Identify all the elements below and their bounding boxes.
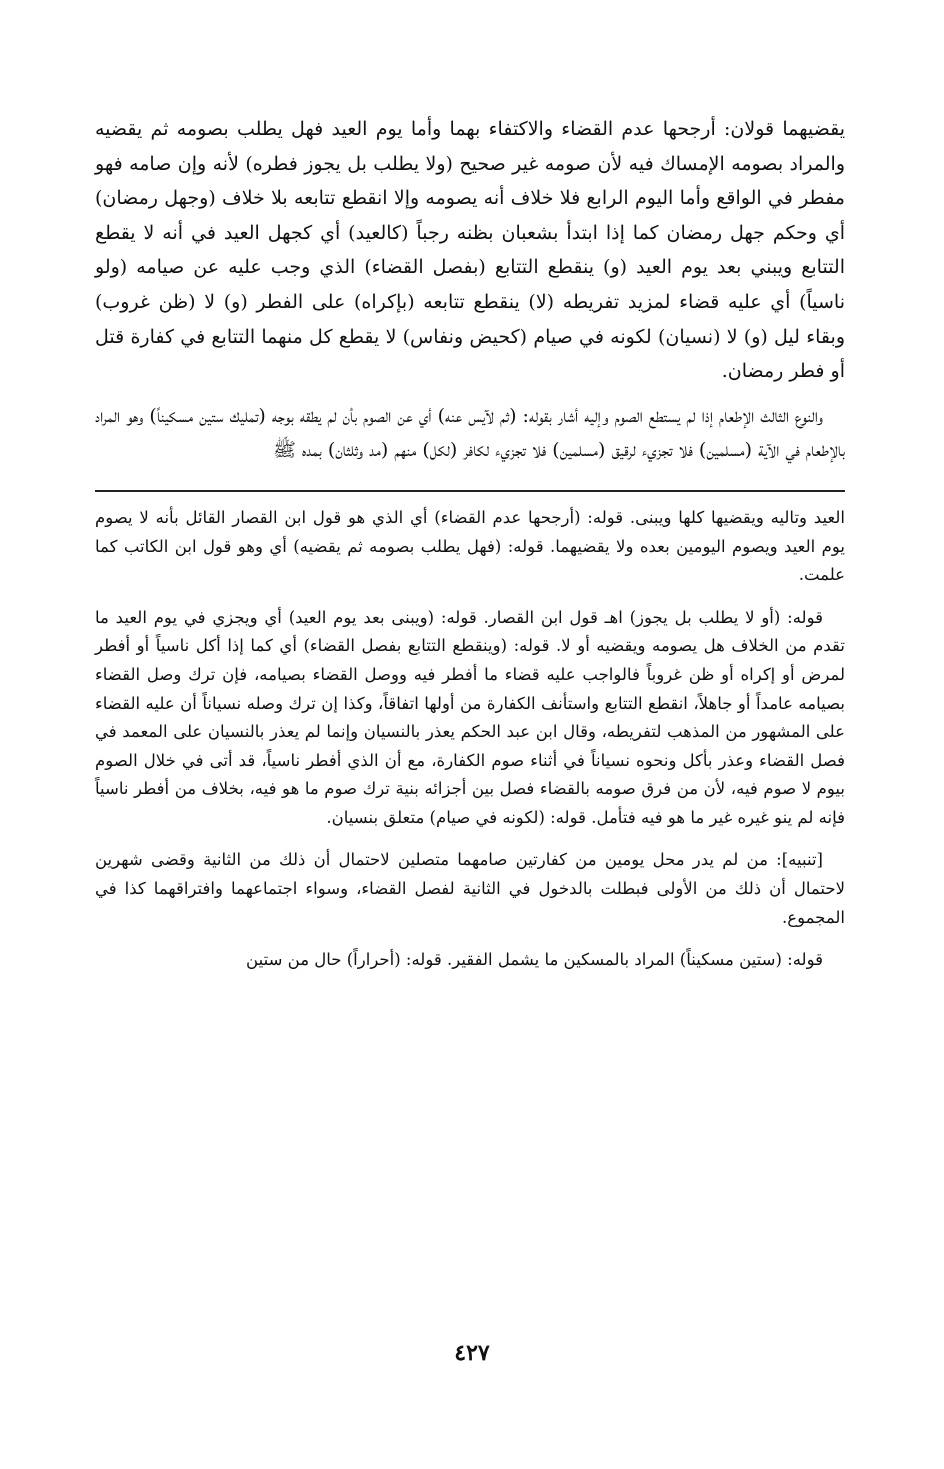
footnote-paragraph-4: قوله: (ستين مسكيناً) المراد بالمسكين ما يشمل الفقير. قوله: (أحراراً) حال من ستين (246, 950, 823, 970)
footnote-separator (95, 490, 845, 492)
footnote-tanbih: [تنبيه]: من لم يدر محل يومين من كفارتين صامهما متصلين لاحتمال أن ذلك من الثانية وقضى شهرين لاحتمال أن ذلك من الأولى فبطلت بالدخول في الثانية لفصل القضاء، وسواء اجتماعهما وافتراقهما كذا في المجموع. (95, 850, 845, 927)
main-text (95, 112, 845, 468)
page-body (95, 112, 845, 975)
main-paragraph-2: والنوع الثالث الإطعام إذا لم يستطع الصوم وإليه أشار بقوله: (ثم لآيس عنه) أي عن الصوم بأن لم يطقه بوجه (تمليك ستين مسكيناً) وهو المراد بالإطعام في الآية (مسلمين) فلا تجزيء لرقيق (مسلمين) فلا تجزيء لكافر (لكل) منهم (مد وثلثان) بمده ﷺ (95, 404, 845, 462)
page-number: ٤٢٧ (454, 1340, 490, 1366)
footnote-paragraph-1: العيد وتاليه ويقضيها كلها ويبنى. قوله: (أرجحها عدم القضاء) أي الذي هو قول ابن القصار القائل بأنه لا يصوم يوم العيد ويصوم اليومين بعده ولا يقضيهما. قوله: (فهل يطلب بصومه ثم يقضيه) أي وهو قول ابن الكاتب كما علمت. (95, 507, 845, 585)
footnote-paragraph-2: قوله: (أو لا يطلب بل يجوز) اهـ قول ابن القصار. قوله: (ويبنى بعد يوم العيد) أي ويجزي في يوم العيد ما تقدم من الخلاف هل يصومه ويقضيه أو لا. قوله: (وينقطع التتابع بفصل القضاء) أي كما إذا أكل ناسياً أو أفطر لمرض أو إكراه أو ظن غروباً فالواجب عليه قضاء ما أفطر فيه ووصل القضاء بصيامه، فإن ترك وصل القضاء بصيامه عامداً أو جاهلاً، انقطع التتابع واستأنف الكفارة من أولها اتفاقاً، وكذا إن ترك وصله نسياناً أن عليه القضاء على المشهور من المذهب لتفريطه، وقال ابن عبد الحكم يعذر بالنسيان وإنما لم يعذر بالنسيان على المعمد في فصل القضاء وعذر بأكل ونحوه نسياناً في أثناء صوم الكفارة، مع أن الذي أفطر ناسياً، قد أتى في خلال الصوم بيوم لا صوم فيه، لأن من فرق صومه بالقضاء فصل بين أجزائه بنية ترك صوم ما هو فيه، بخلاف من أفطر ناسياً فإنه لم ينو غيره غير ما هو فيه فتأمل. قوله: (لكونه في صيام) متعلق بنسيان. (95, 607, 845, 827)
main-paragraph-1: يقضيهما قولان: أرجحها عدم القضاء والاكتفاء بهما وأما يوم العيد فهل يطلب بصومه ثم يقضيه والمراد بصومه الإمساك فيه لأن صومه غير صحيح (ولا يطلب بل يجوز فطره) لأنه وإن صامه فهو مفطر في الواقع وأما اليوم الرابع فلا خلاف أنه يصومه وإلا انقطع تتابعه بلا خلاف (وجهل رمضان) أي وحكم جهل رمضان كما إذا ابتدأ بشعبان بظنه رجباً (كالعيد) أي كجهل العيد في أنه لا يقطع التتابع ويبني بعد يوم العيد (و) ينقطع التتابع (بفصل القضاء) الذي وجب عليه عن صيامه (ولو ناسياً) أي عليه قضاء لمزيد تفريطه (لا) ينقطع تتابعه (بإكراه) على الفطر (و) لا (ظن غروب) وبقاء ليل (و) لا (نسيان) لكونه في صيام (كحيض ونفاس) لا يقطع كل منهما التتابع في كفارة قتل أو فطر رمضان. (95, 118, 845, 383)
footnotes (95, 504, 845, 975)
